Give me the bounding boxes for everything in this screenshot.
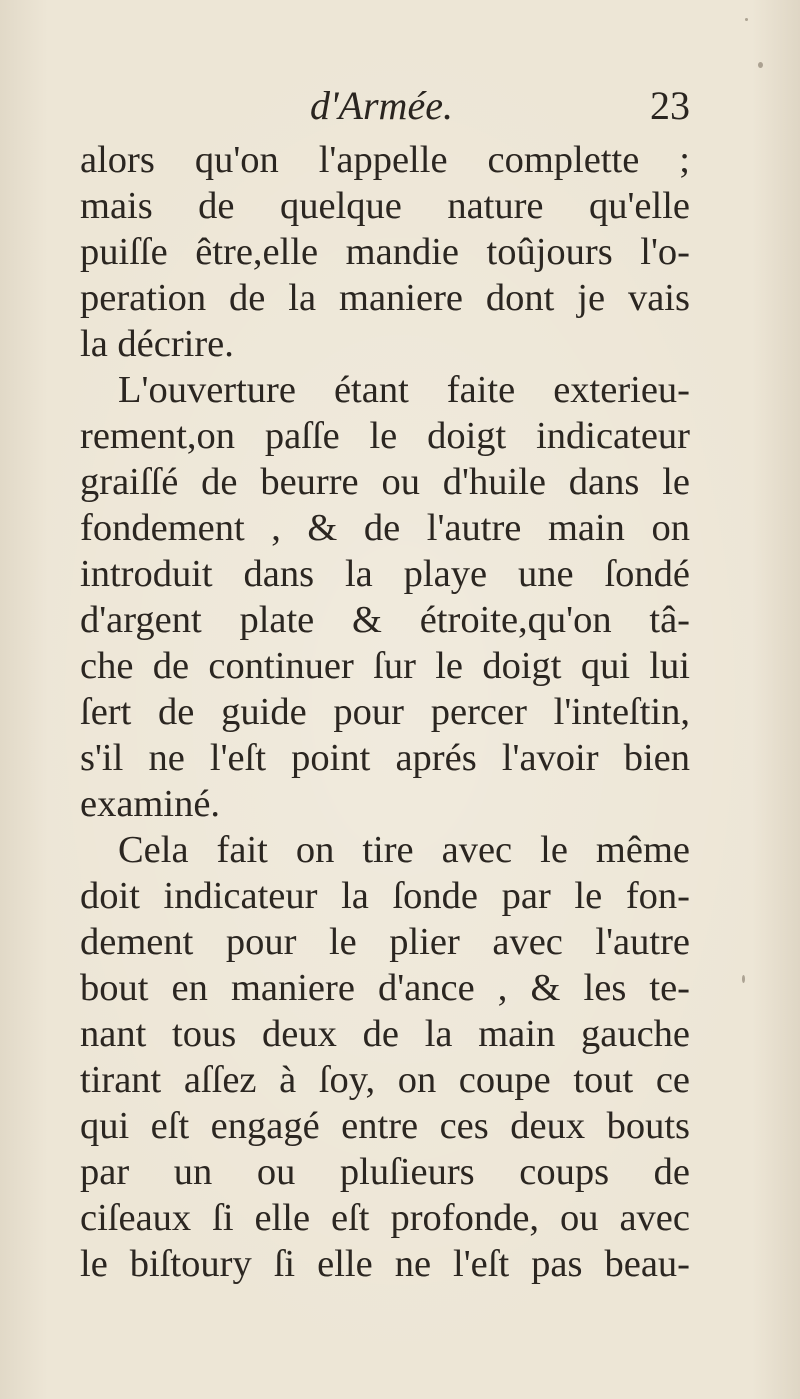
text-line: fondement , & de l'autre main on (80, 507, 690, 549)
text-line: L'ouverture étant faite exterieu- (118, 369, 690, 411)
text-line: introduit dans la playe une ſondé (80, 553, 690, 595)
paper-speck (742, 975, 745, 983)
text-line: le biſtoury ſi elle ne l'eſt pas beau- (80, 1243, 690, 1285)
text-line: rement,on paſſe le doigt indicateur (80, 415, 690, 457)
text-line: ciſeaux ſi elle eſt profonde, ou avec (80, 1197, 690, 1239)
text-line: dement pour le plier avec l'autre (80, 921, 690, 963)
text-line: qui eſt engagé entre ces deux bouts (80, 1105, 690, 1147)
page-number: 23 (650, 83, 690, 128)
text-line: bout en maniere d'ance , & les te- (80, 967, 690, 1009)
text-line: s'il ne l'eſt point aprés l'avoir bien (80, 737, 690, 779)
page-header (80, 80, 690, 132)
paper-speck (745, 18, 748, 21)
text-line: puiſſe être,elle mandie toûjours l'o- (80, 231, 690, 273)
text-line: ſert de guide pour percer l'inteſtin, (80, 691, 690, 733)
text-line: doit indicateur la ſonde par le fon- (80, 875, 690, 917)
text-line: Cela fait on tire avec le même (118, 829, 690, 871)
body-text (80, 137, 690, 1287)
text-line: par un ou pluſieurs coups de (80, 1151, 690, 1193)
text-line: la décrire. (80, 323, 234, 365)
paper-speck (758, 62, 763, 68)
text-line: peration de la maniere dont je vais (80, 277, 690, 319)
text-line: mais de quelque nature qu'elle (80, 185, 690, 227)
text-line: che de continuer ſur le doigt qui lui (80, 645, 690, 687)
text-line: tirant aſſez à ſoy, on coupe tout ce (80, 1059, 690, 1101)
text-line: d'argent plate & étroite,qu'on tâ- (80, 599, 690, 641)
running-head: d'Armée. (310, 83, 453, 128)
text-line: nant tous deux de la main gauche (80, 1013, 690, 1055)
text-line: graiſſé de beurre ou d'huile dans le (80, 461, 690, 503)
text-line: examiné. (80, 783, 221, 825)
text-line: alors qu'on l'appelle complette ; (80, 139, 690, 181)
